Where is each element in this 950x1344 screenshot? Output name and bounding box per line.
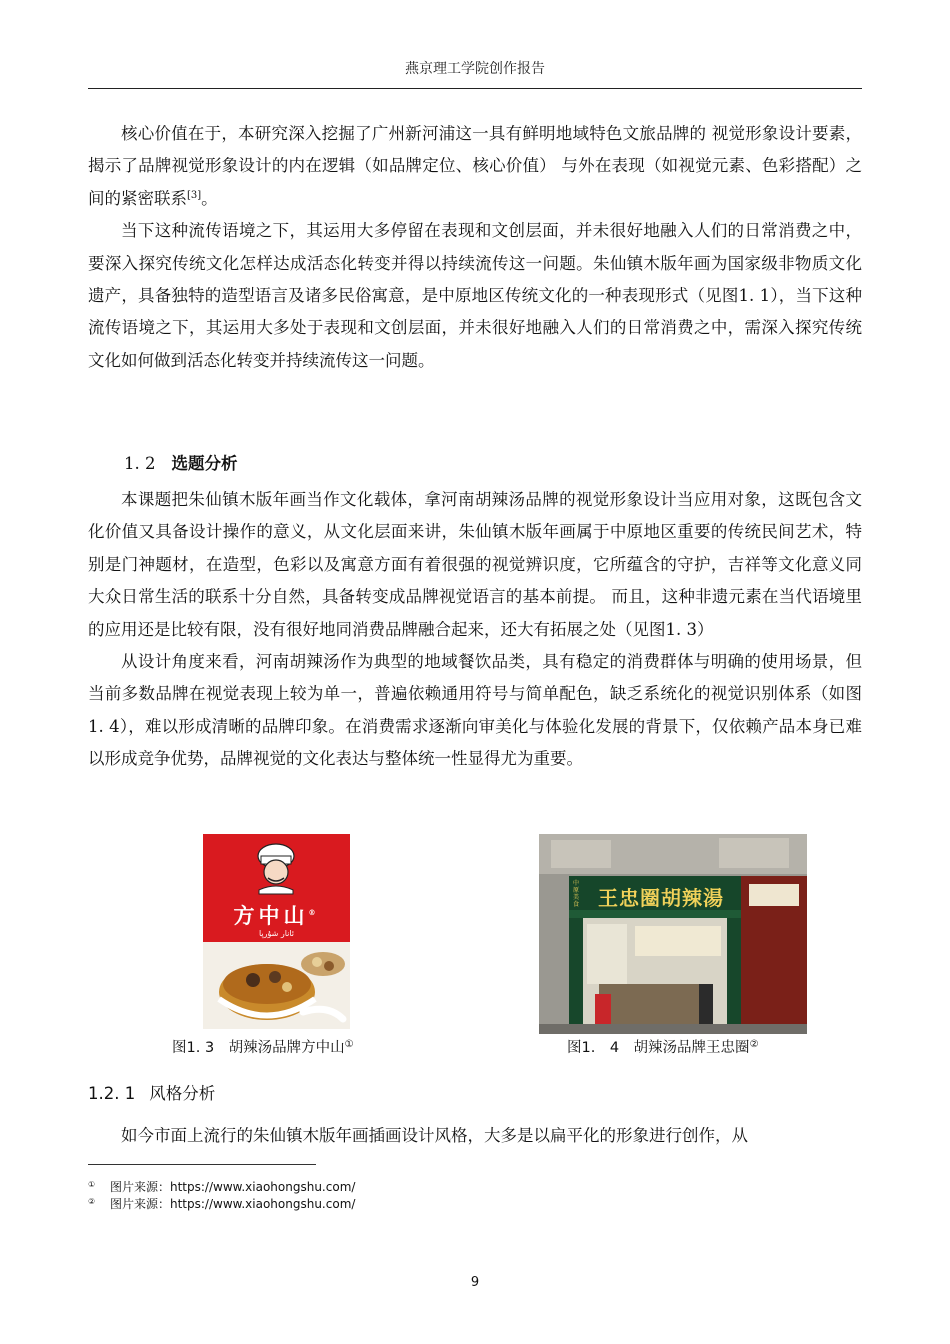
fangzhongshan-logo-subtext: ئانار شۇرپا [258,929,295,938]
citation[interactable]: [3] [187,189,202,201]
body-text-top [88,118,862,377]
page-header: 燕京理工学院创作报告 [405,61,545,77]
footnote-ref[interactable]: ② [749,1039,759,1050]
fangzhongshan-logo-text: 方中山® [233,903,320,928]
header-rule [88,88,862,89]
subsection-number: 1.2. 1 [88,1084,136,1103]
wangzhongquan-storefront [539,834,807,1034]
footnote-rule [88,1164,316,1165]
subsection-title: 风格分析 [149,1084,216,1103]
wangzhongquan-sign-text: 王忠圈胡辣湯 [598,886,724,910]
body-text-bottom [88,1120,862,1152]
body-text-mid [88,484,862,776]
paragraph: 核心价值在于，本研究深入挖掘了广州新河浦这一具有鲜明地域特色文旅品牌的 视觉形象设计要素，揭示了品牌视觉形象设计的内在逻辑（如品牌定位、核心价值） 与外在表现（如视觉元素、色彩搭配）之间的紧密联系[3]。 [88,124,862,208]
footnote: ② 图片来源：https://www.xiaohongshu.com/ [88,1197,356,1211]
paragraph: 如今市面上流行的朱仙镇木版年画插画设计风格，大多是以扁平化的形象进行创作，从 [121,1126,748,1145]
section-heading [124,450,238,474]
subsection-heading [88,1080,215,1104]
footnote-ref[interactable]: ① [344,1039,354,1050]
figure-caption: 图1. 3 胡辣汤品牌方中山① [172,1039,354,1056]
section-title: 选题分析 [171,454,238,473]
section-number: 1. 2 [124,454,156,473]
paragraph: 当下这种流传语境之下，其运用大多停留在表现和文创层面，并未很好地融入人们的日常消费之中，要深入探究传统文化怎样达成活态化转变并得以持续流传这一问题。朱仙镇木版年画为国家级非物质文化遗产，具备独特的造型语言及诸多民俗寓意，是中原地区传统文化的一种表现形式（见图1. 1），当下这种流传语境之下，其运用大多处于表现和文创层面，并未很好地融入人们的日常消费之中，需深入探究传统文化如何做到活态化转变并持续流传这一问题。 [88,221,862,370]
paragraph: 本课题把朱仙镇木版年画当作文化载体，拿河南胡辣汤品牌的视觉形象设计当应用对象，这既包含文化价值又具备设计操作的意义，从文化层面来讲，朱仙镇木版年画属于中原地区重要的传统民间艺术，特别是门神题材，在造型，色彩以及寓意方面有着很强的视觉辨识度，它所蕴含的守护，吉祥等文化意义同大众日常生活的联系十分自然，具备转变成品牌视觉语言的基本前提。 而且，这种非遗元素在当代语境里的应用还是比较有限，没有很好地同消费品牌融合起来，还大有拓展之处（见图1. 3） [88,490,862,639]
figure-wangzhongquan-image [539,834,807,1034]
paragraph: 从设计角度来看，河南胡辣汤作为典型的地域餐饮品类，具有稳定的消费群体与明确的使用场景，但当前多数品牌在视觉表现上较为单一，普遍依赖通用符号与简单配色，缺乏系统化的视觉识别体系（如图1. 4），难以形成清晰的品牌印象。在消费需求逐渐向审美化与体验化发展的背景下，仅依赖产品本身已难以形成竞争优势，品牌视觉的文化表达与整体统一性显得尤为重要。 [88,652,862,769]
wangzhongquan-sign-left: 中原美食 [573,880,580,908]
footnote: ① 图片来源：https://www.xiaohongshu.com/ [88,1180,356,1194]
page-number: 9 [470,1275,480,1290]
figure-fangzhongshan-image [203,834,350,1029]
figure-caption: 图1. 4 胡辣汤品牌王忠圈② [567,1039,759,1056]
